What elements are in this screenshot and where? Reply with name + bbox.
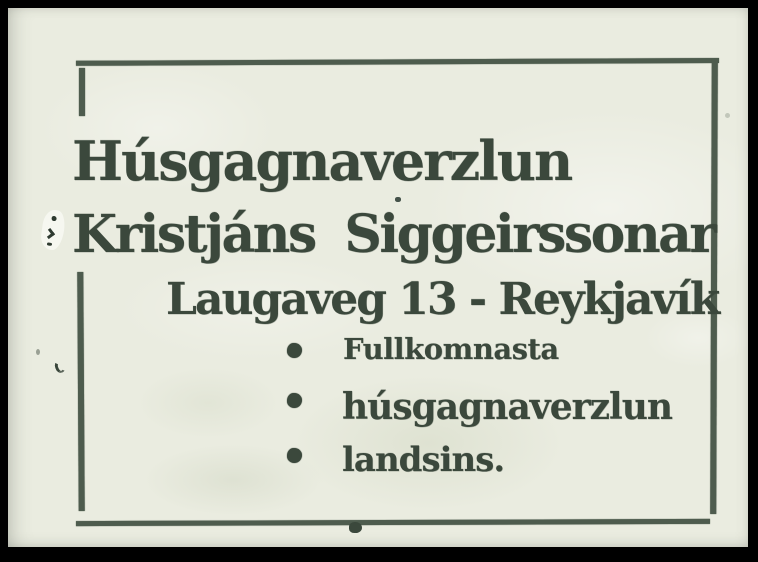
ink-chevron-mark: [44, 228, 55, 239]
bullet-dot-icon: [287, 448, 302, 463]
bullet-item-1: Fullkomnasta: [343, 332, 559, 366]
bullet-item-2: húsgagnaverzlun: [342, 386, 673, 428]
paper-speck: [725, 113, 730, 118]
frame-border-bottom: [76, 519, 710, 526]
frame-border-left-upper: [79, 68, 85, 116]
paper-speck: [36, 349, 40, 355]
frame-border-top: [76, 58, 719, 66]
bullet-dot-icon: [287, 343, 302, 358]
ink-speck: [51, 216, 57, 222]
paper-background: [8, 8, 748, 547]
ink-speck: [47, 242, 52, 246]
store-name-line1: Húsgagnaverzlun: [72, 129, 572, 193]
ink-curl-mark: [53, 359, 67, 374]
ink-speck: [395, 197, 401, 202]
bullet-dot-icon: [287, 393, 302, 408]
address-line: Laugaveg 13 - Reykjavík: [166, 274, 719, 325]
paper-chip-defect: [39, 209, 66, 252]
frame-border-left-lower: [77, 272, 84, 511]
bullet-item-3: landsins.: [342, 440, 505, 480]
store-name-line2: Kristjáns Siggeirssonar: [72, 204, 715, 265]
ink-blot: [349, 522, 362, 533]
